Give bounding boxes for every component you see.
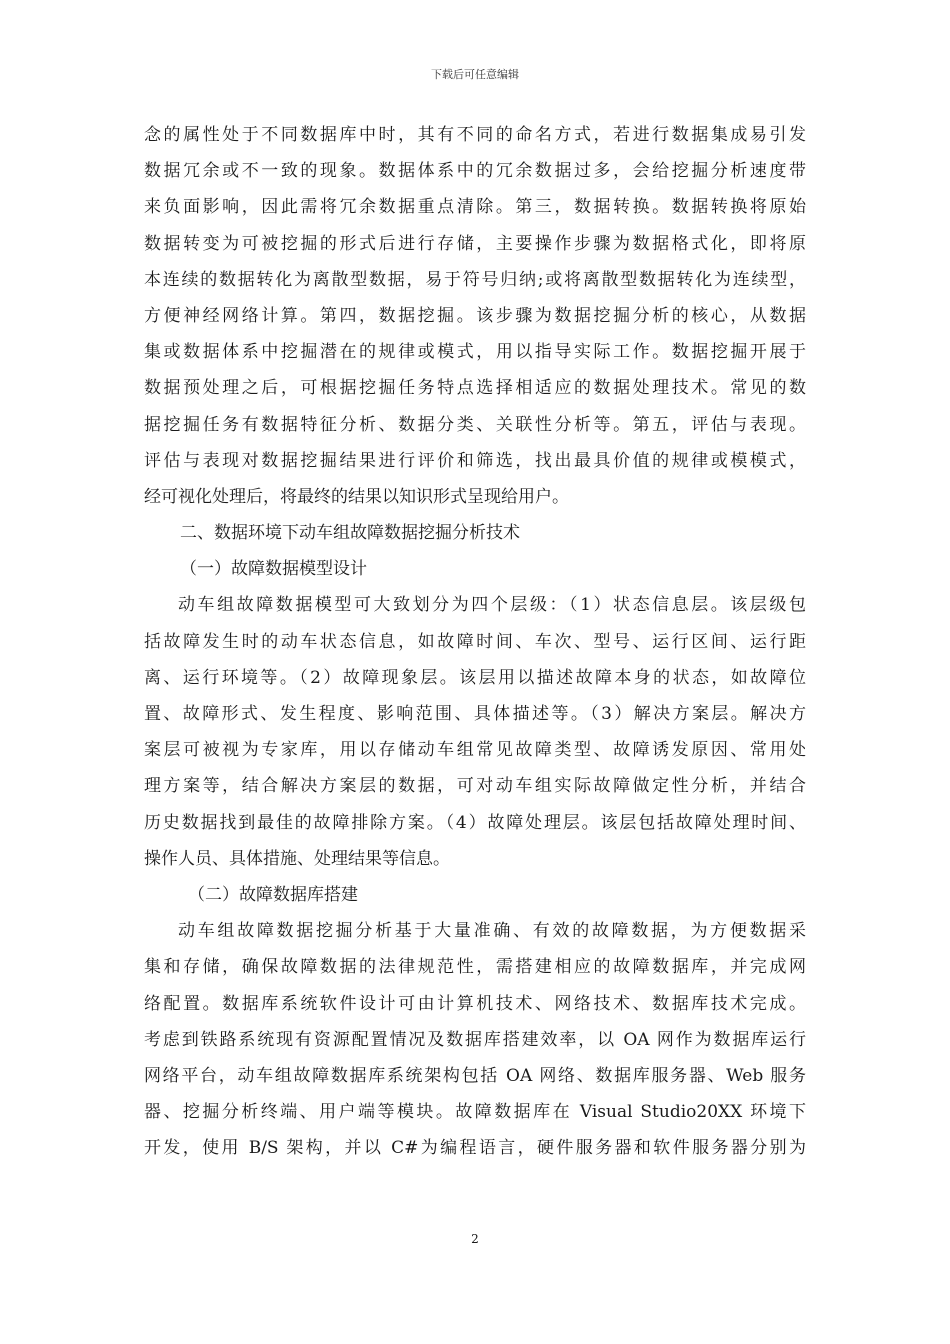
text-line: 评估与表现对数据挖掘结果进行评价和筛选，找出最具价值的规律或模模式， bbox=[144, 450, 806, 471]
document-body bbox=[144, 117, 806, 1166]
paragraph bbox=[144, 117, 806, 515]
text-line: 置、故障形式、发生程度、影响范围、具体描述等。（3）解决方案层。解决方 bbox=[144, 704, 806, 724]
text-line: 本连续的数据转化为离散型数据，易于符号归纳;或将离散型数据转化为连续型， bbox=[144, 269, 806, 290]
text-line: 理方案等，结合解决方案层的数据，可对动车组实际故障做定性分析，并结合 bbox=[144, 776, 806, 797]
text-line: （二）故障数据库搭建 bbox=[188, 884, 358, 905]
section-heading bbox=[144, 515, 806, 551]
text-line: 集和存储，确保故障数据的法律规范性，需搭建相应的故障数据库，并完成网 bbox=[144, 957, 806, 978]
text-line: 经可视化处理后，将最终的结果以知识形式呈现给用户。 bbox=[144, 486, 569, 507]
text-line: 器、挖掘分析终端、用户端等模块。故障数据库在 Visual Studio20XX 环境下 bbox=[144, 1102, 806, 1123]
paragraph bbox=[144, 913, 806, 1166]
text-line: 据挖掘任务有数据特征分析、数据分类、关联性分析等。第五，评估与表现。 bbox=[144, 414, 806, 435]
text-line: 来负面影响，因此需将冗余数据重点清除。第三，数据转换。数据转换将原始 bbox=[144, 197, 806, 218]
text-line: 数据预处理之后，可根据挖掘任务特点选择相适应的数据处理技术。常见的数 bbox=[144, 378, 806, 399]
text-line: 动车组故障数据挖掘分析基于大量准确、有效的故障数据，为方便数据采 bbox=[178, 921, 806, 942]
text-line: （一）故障数据模型设计 bbox=[180, 559, 367, 580]
text-line: 集或数据体系中挖掘潜在的规律或模式，用以指导实际工作。数据挖掘开展于 bbox=[144, 342, 806, 363]
section-heading bbox=[144, 877, 806, 913]
text-line: 括故障发生时的动车状态信息，如故障时间、车次、型号、运行区间、运行距 bbox=[144, 631, 806, 652]
text-line: 数据冗余或不一致的现象。数据体系中的冗余数据过多，会给挖掘分析速度带 bbox=[144, 161, 806, 182]
text-line: 历史数据找到最佳的故障排除方案。（4）故障处理层。该层包括故障处理时间、 bbox=[144, 812, 806, 833]
text-line: 案层可被视为专家库，用以存储动车组常见故障类型、故障诱发原因、常用处 bbox=[144, 740, 806, 761]
text-line: 方便神经网络计算。第四，数据挖掘。该步骤为数据挖掘分析的核心，从数据 bbox=[144, 305, 806, 326]
section-heading bbox=[144, 551, 806, 587]
text-line: 动车组故障数据模型可大致划分为四个层级：（1）状态信息层。该层级包 bbox=[178, 595, 806, 616]
text-line: 网络平台，动车组故障数据库系统架构包括 OA 网络、数据库服务器、Web 服务 bbox=[144, 1065, 806, 1086]
text-line: 二、数据环境下动车组故障数据挖掘分析技术 bbox=[180, 523, 520, 544]
page-header: 下载后可任意编辑 bbox=[431, 68, 519, 81]
text-line: 念的属性处于不同数据库中时，其有不同的命名方式，若进行数据集成易引发 bbox=[144, 125, 806, 145]
page-number: 2 bbox=[471, 1232, 479, 1246]
text-line: 开发，使用 B/S 架构，并以 C#为编程语言，硬件服务器和软件服务器分别为 bbox=[144, 1138, 806, 1159]
text-line: 络配置。数据库系统软件设计可由计算机技术、网络技术、数据库技术完成。 bbox=[144, 993, 806, 1014]
text-line: 操作人员、具体措施、处理结果等信息。 bbox=[144, 848, 450, 869]
text-line: 数据转变为可被挖掘的形式后进行存储，主要操作步骤为数据格式化，即将原 bbox=[144, 233, 806, 254]
paragraph bbox=[144, 587, 806, 877]
text-line: 离、运行环境等。（2）故障现象层。该层用以描述故障本身的状态，如故障位 bbox=[144, 667, 806, 688]
text-line: 考虑到铁路系统现有资源配置情况及数据库搭建效率，以 OA 网作为数据库运行 bbox=[144, 1029, 806, 1050]
